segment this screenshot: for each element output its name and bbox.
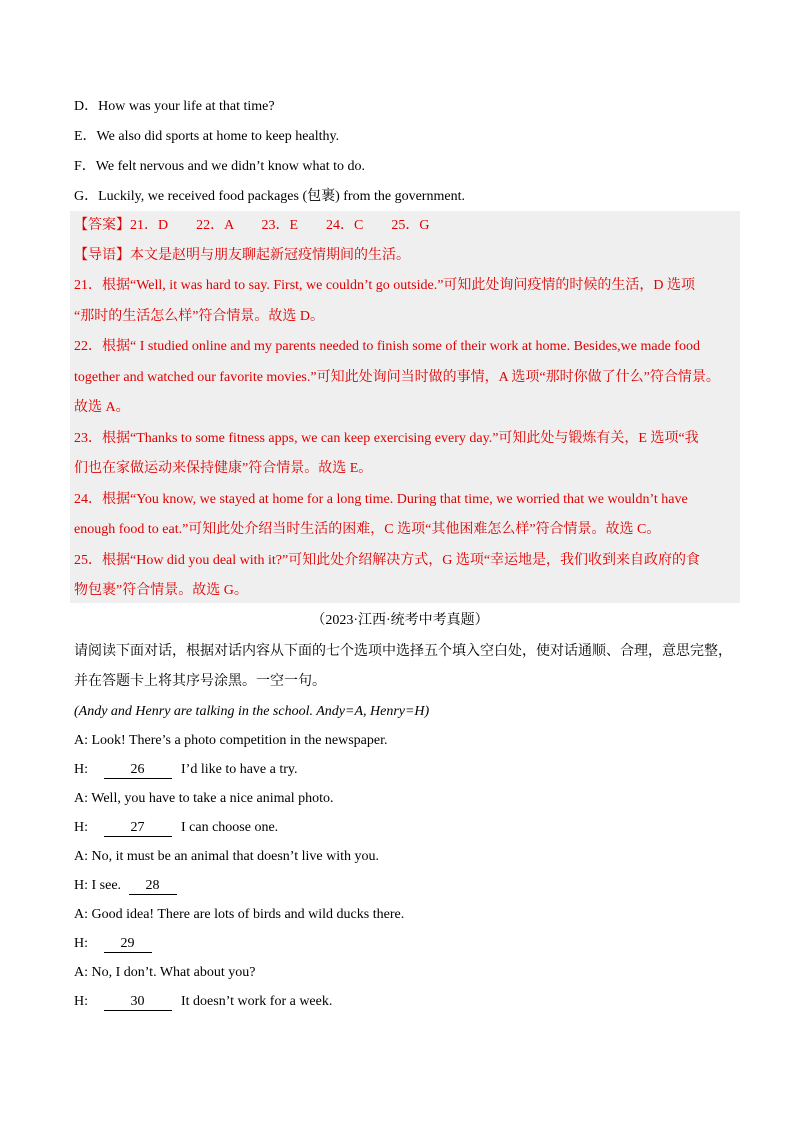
explanation-23-line-2: 们也在家做运动来保持健康”符合情景。故选 E。 bbox=[74, 461, 373, 476]
explanation-25-line-1: 25．根据“How did you deal with it?”可知此处介绍解决方式，G 选项“幸运地是，我们收到来自政府的食 bbox=[74, 553, 701, 568]
dialogue-text: H: I see. bbox=[74, 878, 122, 893]
instructions-line-2: 并在答题卡上将其序号涂黑。一空一句。 bbox=[74, 674, 326, 689]
dialogue-line: A: Good idea! There are lots of birds and wild ducks there. bbox=[74, 907, 405, 922]
option-g: G．Luckily, we received food packages (包裹) from the government. bbox=[74, 189, 465, 204]
explanation-21-line-2: “那时的生活怎么样”符合情景。故选 D。 bbox=[74, 309, 325, 324]
answer-line bbox=[74, 216, 429, 236]
speaker: H: bbox=[74, 762, 88, 777]
dialogue-context: (Andy and Henry are talking in the school. Andy=A, Henry=H) bbox=[74, 704, 430, 719]
dialogue-line bbox=[74, 992, 332, 1012]
explanation-25-line-2: 物包裹”符合情景。故选 G。 bbox=[74, 583, 248, 598]
dialogue-line: A: Look! There’s a photo competition in the newspaper. bbox=[74, 733, 388, 748]
guide-line bbox=[74, 246, 410, 266]
explanation-21-line-1: 21．根据“Well, it was hard to say. First, we couldn’t go outside.”可知此处询问疫情的时候的生活，D 选项 bbox=[74, 278, 696, 293]
dialogue-line bbox=[74, 760, 298, 780]
speaker: H: bbox=[74, 994, 88, 1009]
dialogue-line: A: No, I don’t. What about you? bbox=[74, 965, 256, 980]
section-source: （2023·江西·统考中考真题） bbox=[311, 613, 489, 628]
dialogue-line bbox=[74, 934, 152, 954]
blank-27[interactable]: 27 bbox=[104, 819, 172, 837]
answer-block-background bbox=[70, 211, 740, 603]
option-f: F．We felt nervous and we didn’t know what to do. bbox=[74, 159, 366, 174]
blank-29[interactable]: 29 bbox=[104, 935, 152, 953]
blank-30[interactable]: 30 bbox=[104, 993, 172, 1011]
explanation-22-line-2: together and watched our favorite movies.”可知此处询问当时做的事情，A 选项“那时你做了什么”符合情景。 bbox=[74, 370, 720, 385]
explanation-22-line-1: 22．根据“ I studied online and my parents needed to finish some of their work at home. Besides,we made food bbox=[74, 339, 700, 354]
dialogue-line bbox=[74, 818, 278, 838]
dialogue-text: I’d like to have a try. bbox=[181, 762, 298, 777]
dialogue-text: It doesn’t work for a week. bbox=[181, 994, 333, 1009]
answer-label: 【答案】 bbox=[74, 218, 130, 233]
option-e: E．We also did sports at home to keep healthy. bbox=[74, 129, 340, 144]
dialogue-line: A: Well, you have to take a nice animal photo. bbox=[74, 791, 334, 806]
explanation-22-line-3: 故选 A。 bbox=[74, 400, 130, 415]
guide-label: 【导语】 bbox=[74, 248, 130, 263]
explanation-24-line-2: enough food to eat.”可知此处介绍当时生活的困难，C 选项“其他困难怎么样”符合情景。故选 C。 bbox=[74, 522, 661, 537]
dialogue-line bbox=[74, 876, 177, 896]
option-d: D．How was your life at that time? bbox=[74, 99, 275, 114]
speaker: H: bbox=[74, 820, 88, 835]
dialogue-line: A: No, it must be an animal that doesn’t live with you. bbox=[74, 849, 379, 864]
speaker: H: bbox=[74, 936, 88, 951]
explanation-24-line-1: 24．根据“You know, we stayed at home for a long time. During that time, we worried that we wouldn’t have bbox=[74, 492, 688, 507]
blank-26[interactable]: 26 bbox=[104, 761, 172, 779]
guide-text: 本文是赵明与朋友聊起新冠疫情期间的生活。 bbox=[130, 248, 410, 263]
answer-values: 21．D 22．A 23．E 24．C 25．G bbox=[130, 218, 430, 233]
explanation-23-line-1: 23．根据“Thanks to some fitness apps, we can keep exercising every day.”可知此处与锻炼有关，E 选项“我 bbox=[74, 431, 699, 446]
dialogue-text: I can choose one. bbox=[181, 820, 279, 835]
blank-28[interactable]: 28 bbox=[129, 877, 177, 895]
instructions-line-1: 请阅读下面对话，根据对话内容从下面的七个选项中选择五个填入空白处，使对话通顺、合理，意思完整， bbox=[74, 644, 732, 659]
